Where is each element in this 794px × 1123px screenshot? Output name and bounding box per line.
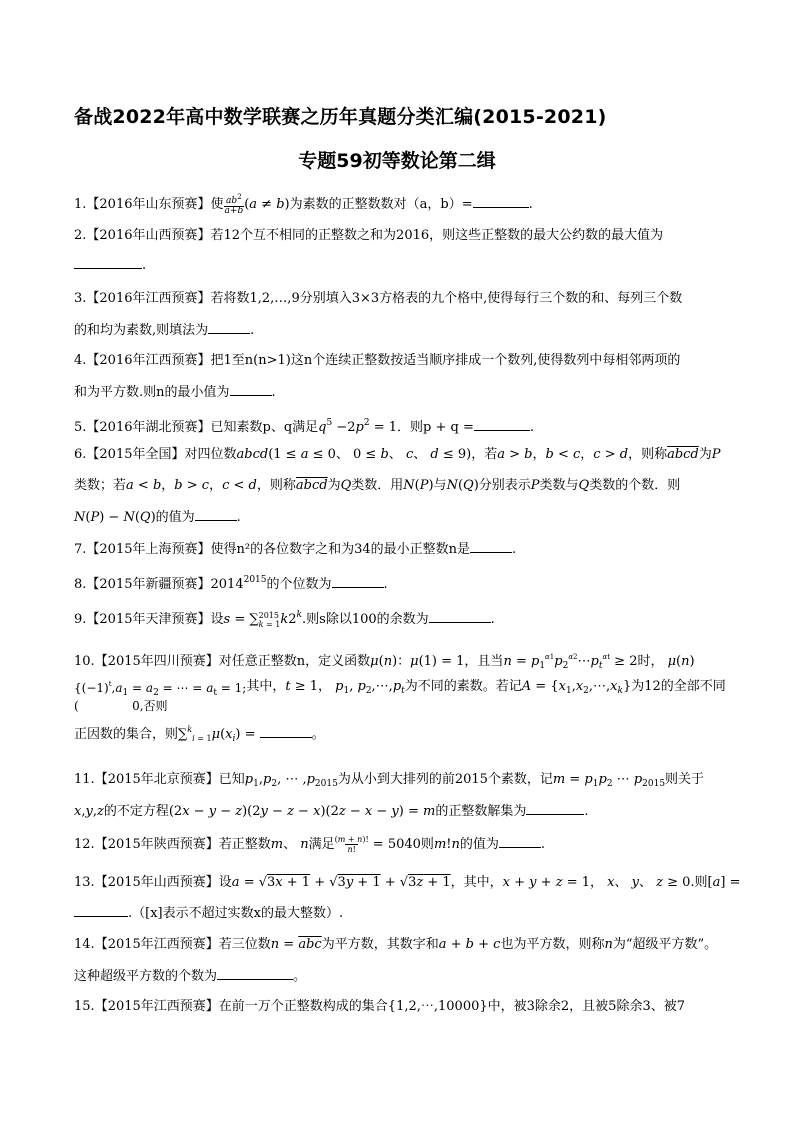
problem-13-cont: .（[x]表示不超过实数x的最大整数）. [74, 904, 724, 923]
formula: s = ∑2015 $k = 1k2^k$ [223, 610, 303, 629]
problem-source-tag: 【2015年江西预赛】 [94, 937, 219, 952]
problem-number: 10. [74, 654, 95, 669]
problem-number: 15. [74, 999, 95, 1014]
formula-piecewise: {$(-1)^t,a_1 = a_2$ = ⋯ = $a_t = 1$; ( 0,否则 [74, 680, 247, 713]
problem-14: 14.【2015年江西预赛】若三位数$n = \overline{abc}$为平方数，其数字和a + b + c也为平方数，则称n为“超级平方数”。 [74, 937, 718, 952]
problem-number: 6. [74, 447, 87, 462]
problem-6: 6.【2015年全国】对四位数abcd(1 ≤ a ≤ 0、 0 ≤ b、 c、 d ≤ 9)，若a > b，b < c，c > d，则称abcd为P [74, 447, 721, 462]
problem-number: 12. [74, 837, 95, 852]
problem-source-tag: 【2016年湖北预赛】 [86, 420, 211, 435]
answer-blank [217, 967, 293, 980]
formula: $m = p_1p_2$ ⋯ $p_{2015}$ [552, 772, 666, 789]
problem-12: 12.【2015年陕西预赛】若正整数m、 n满足(m + n)! n! = 5040则m!n的值为 . [74, 835, 546, 854]
problem-source-tag: 【2015年四川预赛】 [94, 654, 219, 669]
problem-2-cont: . [74, 256, 724, 275]
formula: m!n [433, 837, 460, 852]
problem-number: 4. [74, 353, 87, 368]
problem-source-tag: 【2015年陕西预赛】 [94, 837, 219, 852]
problem-6-cont: 类数；若a < b，b > c，c < d，则称abcd为Q类数．用N(P)与N(Q)分别表示P类数与Q类数的个数．则 [74, 478, 681, 493]
answer-blank [195, 508, 237, 521]
formula: (a ≠ b) [244, 197, 290, 212]
problem-source-tag: 【2015年北京预赛】 [94, 772, 219, 787]
formula: a = √3x + 1 + √3y + 1 + √3z + 1 [231, 875, 451, 890]
problem-13: 13.【2015年山西预赛】设a = √3x + 1 + √3y + 1 + √3z + 1，其中，x + y + z = 1， x、 y、 z ≥ 0.则[a] = [74, 875, 741, 890]
problem-source-tag: 【2016年江西预赛】 [86, 353, 211, 368]
problem-10-cont2: 正因数的集合，则$\sum^k_{i = 1}\mu(x_i)$ = 。 [74, 725, 325, 744]
problem-number: 5. [74, 420, 87, 435]
problem-11-cont: x,y,z的不定方程(2x − y − z)(2y − z − x)(2z − x − y) = m的正整数解集为 . [74, 804, 589, 819]
problem-source-tag: 【2015年新疆预赛】 [86, 577, 211, 592]
problem-7: 7.【2015年上海预赛】使得n²的各位数字之和为34的最小正整数n是 . [74, 542, 517, 557]
problem-2: 2.【2016年山西预赛】若12个互不相同的正整数之和为2016，则这些正整数的最大公约数的最大值为 [74, 228, 664, 243]
problem-source-tag: 【2015年山西预赛】 [94, 875, 219, 890]
formula: {1,2,⋯,10000} [387, 999, 488, 1014]
problem-source-tag: 【2016年山西预赛】 [86, 228, 211, 243]
answer-blank [526, 802, 584, 815]
problem-number: 14. [74, 937, 95, 952]
problem-source-tag: 【2015年天津预赛】 [86, 612, 211, 627]
problem-number: 9. [74, 612, 87, 627]
formula: $q^5 -2p^2 = 1$． [318, 418, 411, 435]
formula: (2x − y − z)(2y − z − x)(2z − x − y) = m [168, 804, 436, 819]
problem-1: 1.【2016年山东预赛】使 $ab^2$ a+b(a ≠ b)为素数的正整数数对（a，b）= . [74, 193, 533, 216]
formula: $A = \{x_1,x_2,\cdots,x_k\}$ [521, 679, 632, 696]
answer-blank [208, 321, 250, 334]
formula: μ(n)：μ(1) = 1，且当$n = p_1^{\alpha 1}p_2^{\alpha 2}\cdots p_t^{\alpha t} \ge 2$时， μ(n) [370, 653, 695, 671]
document-subtitle: 专题59初等数论第二缉 [298, 150, 496, 172]
formula: x + y + z = 1， x、 y、 z ≥ 0.则[a] = [502, 875, 741, 890]
problem-10-cont: {$(-1)^t,a_1 = a_2$ = ⋯ = $a_t = 1$; ( 0,否则其中，t ≥ 1， $p_1$, $p_2,\cdots,p_t$为不同的素数。若记$A = \{x_1,x_2,\cdots,x_k\}$为12的全部不同 [74, 679, 726, 713]
problem-15: 15.【2015年江西预赛】在前一万个正整数构成的集合{1,2,⋯,10000}中，被3除余2，且被5除余3、被7 [74, 999, 685, 1014]
formula: $ab^2$ a+b [224, 193, 244, 216]
problem-9: 9.【2015年天津预赛】设s = ∑2015 $k = 1k2^k$.则s除以100的余数为 . [74, 610, 495, 629]
formula: n [604, 937, 613, 952]
answer-blank [474, 418, 530, 431]
answer-blank [74, 904, 128, 917]
formula: m、 n [270, 837, 309, 852]
problem-number: 2. [74, 228, 87, 243]
formula: $2014^{2015}$ [210, 575, 267, 592]
problem-3-cont: 的和均为素数,则填法为 . [74, 323, 255, 338]
problem-source-tag: 【2015年江西预赛】 [94, 999, 219, 1014]
problem-8: 8.【2015年新疆预赛】$2014^{2015}$的个位数为 . [74, 575, 388, 592]
answer-blank [260, 725, 312, 738]
problem-number: 11. [74, 772, 95, 787]
problem-number: 13. [74, 875, 95, 890]
formula: x,y,z [74, 804, 104, 819]
formula: a < b，b > c，c < d，则称abcd为Q类数．用N(P)与N(Q)分别表示P类数与Q类数的个数．则 [126, 478, 681, 493]
problem-14-cont: 这种超级平方数的个数为 。 [74, 969, 307, 984]
problem-number: 1. [74, 197, 87, 212]
problem-number: 8. [74, 577, 87, 592]
problem-10: 10.【2015年四川预赛】对任意正整数n，定义函数μ(n)：μ(1) = 1，且当$n = p_1^{\alpha 1}p_2^{\alpha 2}\cdots p_t^{\alpha t} \ge 2$时， μ(n) [74, 653, 695, 671]
problem-4: 4.【2016年江西预赛】把1至n(n>1)这n个连续正整数按适当顺序排成一个数列,使得数列中每相邻两项的 [74, 353, 681, 368]
formula: abcd(1 ≤ a ≤ 0、 0 ≤ b、 c、 d ≤ 9)，若a > b，b < c，c > d，则称abcd为P [236, 447, 721, 462]
problem-5: 5.【2016年湖北预赛】已知素数p、q满足$q^5 -2p^2 = 1$．则p + q = . [74, 418, 534, 435]
answer-blank [230, 383, 272, 396]
answer-blank [74, 256, 142, 269]
problem-source-tag: 【2016年山东预赛】 [86, 197, 211, 212]
answer-blank [429, 610, 491, 623]
formula: $n = \overline{abc}$ [270, 937, 322, 952]
formula: N(P) − N(Q) [74, 510, 156, 525]
formula: a + b + c [438, 937, 501, 952]
problem-source-tag: 【2016年江西预赛】 [86, 291, 211, 306]
problem-number: 7. [74, 542, 87, 557]
answer-blank [499, 835, 541, 848]
problem-6-cont2: N(P) − N(Q)的值为 . [74, 510, 241, 525]
formula: $p_1,p_2$, ⋯ $,p_{2015}$ [244, 772, 338, 789]
answer-blank [473, 195, 529, 208]
problem-source-tag: 【2015年上海预赛】 [86, 542, 211, 557]
problem-number: 3. [74, 291, 87, 306]
document-title: 备战2022年高中数学联赛之历年真题分类汇编(2015-2021) [74, 106, 607, 128]
formula: t ≥ 1， $p_1$, $p_2,\cdots,p_t$ [285, 679, 405, 696]
formula: (m + n)! n! = 5040 [334, 835, 421, 854]
formula: $\sum^k_{i = 1}\mu(x_i)$ = [178, 725, 260, 744]
problem-source-tag: 【2015年全国】 [86, 447, 185, 462]
problem-3: 3.【2016年江西预赛】若将数1,2,…,9分别填入3×3方格表的九个格中,使得每行三个数的和、每列三个数 [74, 291, 683, 306]
problem-11: 11.【2015年北京预赛】已知$p_1,p_2$, ⋯ $,p_{2015}$为从小到大排列的前2015个素数，记$m = p_1p_2$ ⋯ $p_{2015}$则关于 [74, 772, 705, 789]
answer-blank [470, 540, 512, 553]
problem-4-cont: 和为平方数.则n的最小值为 . [74, 385, 276, 400]
answer-blank [332, 575, 384, 588]
